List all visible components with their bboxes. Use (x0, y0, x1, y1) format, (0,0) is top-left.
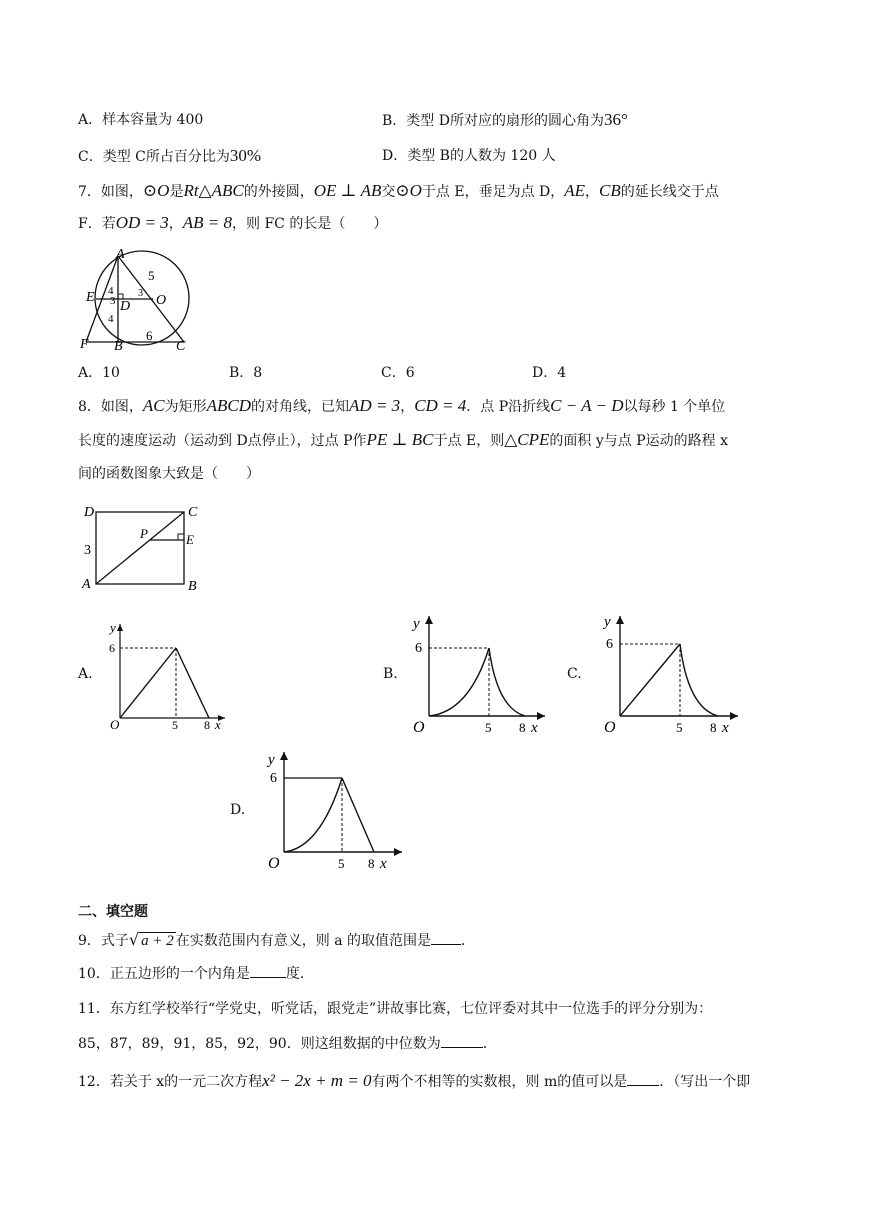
q6-option-b-math: 36° (603, 110, 628, 129)
q7-circle-o: ⊙O (142, 181, 170, 200)
q6-option-d: D．类型 B的人数为 120 人 (382, 148, 556, 164)
q7-label-f: F (80, 337, 89, 352)
q7-label-4a: 4 (108, 285, 114, 297)
q8-graph-d (262, 748, 412, 876)
q8-path: C − A − D (550, 396, 624, 415)
q8-graph-c (598, 612, 743, 740)
q8-stem-line3: 间的函数图象大致是（ ） (78, 466, 260, 482)
svg-text:6: 6 (109, 641, 115, 655)
q8-label-3: 3 (84, 543, 91, 558)
svg-text:8: 8 (368, 856, 375, 871)
svg-text:y: y (604, 614, 611, 630)
q7-label-e: E (86, 290, 95, 305)
svg-text:O: O (268, 855, 280, 872)
q7-od-value: OD = 3 (115, 213, 169, 232)
q12: 12．若关于 x的一元二次方程x² − 2x + m = 0有两个不相等的实数根，则 m的值可以是 ．（写出一个即 (78, 1071, 751, 1090)
q8-cd-value: CD = 4 (414, 396, 467, 415)
q8-label-e: E (186, 532, 194, 547)
q8-graph-a (100, 618, 230, 730)
q8-graph-label-a: A. (78, 666, 93, 682)
svg-text:5: 5 (676, 720, 683, 735)
q8-graph-b (405, 612, 550, 740)
q7-label-4b: 4 (108, 313, 114, 325)
svg-text:8: 8 (204, 718, 210, 730)
q7-rt-triangle: Rt△ABC (183, 181, 244, 200)
svg-text:y: y (413, 616, 420, 632)
svg-text:8: 8 (710, 720, 717, 735)
q7-stem-line1: 7．如图，⊙O是Rt△ABC的外接圆，OE ⊥ AB交⊙O于点 E，垂足为点 D，AE，CB的延长线交于点 (78, 181, 719, 200)
q12-answer-blank[interactable] (627, 1085, 659, 1086)
q7-label-c: C (176, 339, 186, 354)
svg-text:y: y (268, 752, 275, 768)
svg-text:x: x (380, 856, 387, 872)
q8-label-a: A (82, 577, 91, 592)
q7-label-b: B (114, 339, 123, 354)
svg-text:x: x (531, 720, 538, 736)
svg-text:O: O (604, 719, 616, 736)
q7-label-6: 6 (146, 328, 153, 343)
q6-option-b-text: B．类型 D所对应的扇形的圆心角为 (382, 113, 604, 129)
q7-option-d: D．4 (532, 365, 567, 381)
q7-label-3: 3 (110, 295, 116, 307)
svg-text:5: 5 (338, 856, 345, 871)
q7-stem-line2: F．若OD = 3，AB = 8，则 FC 的长是（ ） (78, 213, 388, 232)
q11-answer-blank[interactable] (441, 1047, 483, 1048)
q8-label-d: D (84, 505, 95, 520)
q8-stem-line2: 长度的速度运动（运动到 D点停止），过点 P作PE ⊥ BC于点 E，则△CPE的面积 y与点 P运动的路程 x (78, 430, 728, 449)
q8-stem-line1: 8．如图，AC为矩形ABCD的对角线，已知AD = 3，CD = 4．点 P沿折线C − A − D以每秒 1 个单位 (78, 396, 726, 415)
q11-line1: 11．东方红学校举行“学党史，听党话，跟党走”讲故事比赛，七位评委对其中一位选手的评分分别为： (78, 1001, 713, 1017)
q7-ab-value: AB = 8 (182, 213, 232, 232)
q8-graph-label-c: C. (567, 666, 582, 682)
svg-text:5: 5 (485, 720, 492, 735)
q6-option-c (78, 146, 261, 167)
q12-equation: x² − 2x + m = 0 (262, 1071, 372, 1090)
svg-text:8: 8 (519, 720, 526, 735)
svg-text:x: x (722, 720, 729, 736)
q10-answer-blank[interactable] (250, 977, 286, 978)
q7-label-3b: 3 (138, 288, 143, 299)
q7-label-d: D (120, 299, 131, 314)
section-title-fill-in: 二、填空题 (78, 904, 148, 920)
q11-line2: 85，87，89，91，85，92，90．则这组数据的中位数为 ． (78, 1036, 497, 1052)
q7-option-c: C．6 (381, 365, 415, 381)
svg-text:y: y (110, 620, 116, 635)
q7-label-o: O (156, 293, 167, 308)
q9: 9．式子√ a + 2 在实数范围内有意义，则 a 的取值范围是 ． (78, 930, 475, 949)
svg-text:5: 5 (172, 718, 178, 730)
q7-option-a: A．10 (78, 365, 120, 381)
q9-radicand: a + 2 (141, 933, 174, 949)
q9-answer-blank[interactable] (431, 944, 461, 945)
svg-text:O: O (110, 717, 120, 730)
q7-oe-perp-ab: OE ⊥ AB (313, 181, 382, 200)
q8-ad-value: AD = 3 (349, 396, 401, 415)
q8-label-c: C (188, 505, 198, 520)
q8-graph-label-b: B. (383, 666, 398, 682)
q8-label-b: B (188, 579, 197, 594)
svg-text:O: O (413, 719, 425, 736)
q8-graph-label-d: D. (230, 802, 246, 818)
svg-text:6: 6 (415, 641, 422, 656)
q7-option-b: B．8 (229, 365, 263, 381)
q7-figure (78, 244, 198, 354)
q7-label-a: A (116, 247, 125, 262)
q8-figure (80, 500, 210, 600)
q10: 10．正五边形的一个内角是 度． (78, 966, 314, 982)
q7-label-5: 5 (148, 268, 155, 283)
q6-option-c-math: 30% (229, 146, 262, 165)
svg-text:x: x (215, 717, 221, 730)
q9-sqrt-sign: √ (128, 930, 140, 949)
svg-text:6: 6 (270, 771, 277, 786)
svg-text:6: 6 (606, 637, 613, 652)
q8-label-p: P (140, 526, 148, 541)
q6-option-a: A．样本容量为 400 (78, 112, 204, 128)
q6-option-b (382, 110, 628, 131)
q6-option-c-text: C．类型 C所占百分比为 (78, 149, 230, 165)
